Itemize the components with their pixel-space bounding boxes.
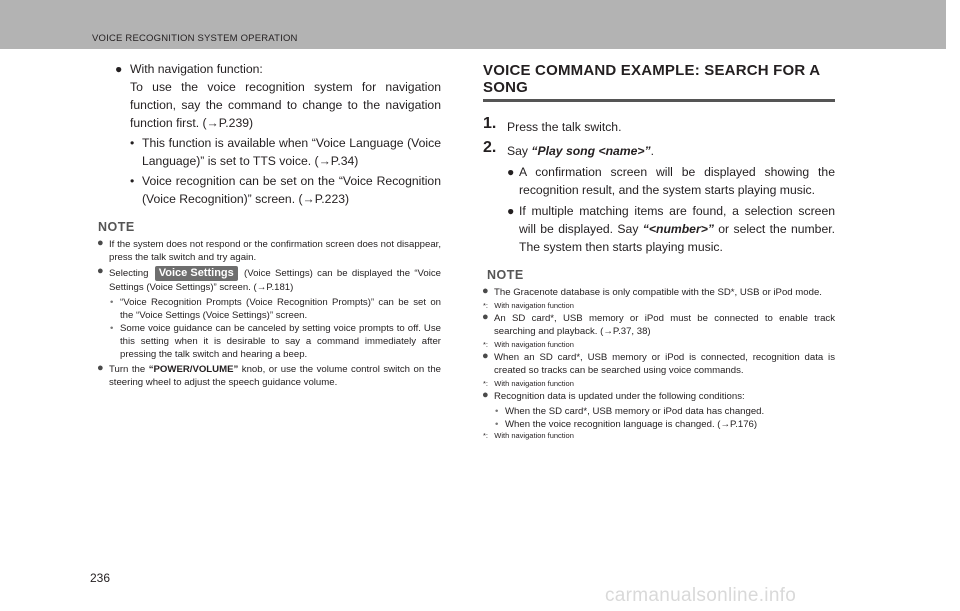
step-number: 1. — [483, 115, 497, 132]
note-sub-text: When the voice recognition language is changed. (→P.176) — [505, 419, 758, 430]
note-sub-text: When the SD card*, USB memory or iPod data has changed. — [505, 406, 765, 417]
page-header — [0, 0, 946, 49]
note-item — [98, 363, 441, 389]
note-text: Recognition data is updated under the following conditions: — [494, 391, 745, 402]
note-item — [98, 238, 441, 264]
note-sub-item — [98, 296, 441, 322]
header-title: VOICE RECOGNITION SYSTEM OPERATION — [92, 33, 298, 44]
sub-bullet-text: Voice recognition can be set on the “Voice Recognition (Voice Recognition)” screen. (→P.223) — [142, 174, 441, 206]
right-column — [483, 62, 835, 442]
left-column — [98, 60, 441, 391]
note-bullet-icon: ● — [97, 265, 104, 277]
note-sub-bullet-icon: • — [495, 419, 499, 430]
step-text-post: . — [650, 144, 655, 158]
step-bullet-text-pre: If multiple matching items are found, a selection screen will be displayed. Say — [519, 204, 835, 236]
note-sub-item — [483, 418, 835, 431]
note-item — [483, 390, 835, 403]
step-2-bullet — [483, 163, 835, 199]
voice-settings-button[interactable]: Voice Settings — [155, 266, 238, 281]
step-bullet-text: A confirmation screen will be displayed showing the recognition result, and the system starts playing music. — [519, 165, 835, 197]
note-item — [483, 351, 835, 377]
sub-bullet-icon: • — [130, 136, 135, 150]
section-title: VOICE COMMAND EXAMPLE: SEARCH FOR A SONG — [483, 62, 835, 102]
step-2 — [483, 139, 835, 160]
note-sub-text: “Voice Recognition Prompts (Voice Recognition Prompts)” can be set on the “Voice Settings (Voice Settings)” screen. — [120, 297, 441, 321]
bullet-icon: ● — [115, 62, 123, 76]
power-volume-knob-label: “POWER/VOLUME” — [148, 364, 239, 375]
page-number: 236 — [90, 571, 111, 585]
note-item — [98, 266, 441, 294]
note-sub-bullet-icon: • — [110, 297, 114, 308]
note-text-pre: Turn the — [109, 364, 146, 375]
navigation-bullet — [98, 60, 441, 132]
voice-command: “<number>” — [642, 222, 714, 236]
bullet-body: To use the voice recognition system for navigation function, say the command to change to the navigation function first. (→P.239) — [130, 80, 441, 130]
note-heading: NOTE — [98, 220, 135, 234]
note-text-pre: Selecting — [109, 268, 149, 279]
note-text: The Gracenote database is only compatible with the SD*, USB or iPod mode. — [494, 287, 822, 298]
voice-command: “Play song <name>” — [531, 144, 651, 158]
footnote: *: With navigation function — [483, 301, 574, 310]
sub-bullet-text: This function is available when “Voice Language (Voice Language)” is set to TTS voice. (→P.34) — [142, 136, 441, 168]
note-bullet-icon: ● — [482, 285, 489, 297]
footnote: *: With navigation function — [483, 340, 574, 349]
note-text-post: (Voice Settings) can be displayed the “Voice Settings (Voice Settings)” screen. (→P.181) — [109, 268, 441, 293]
watermark: carmanualsonline.info — [605, 585, 797, 606]
note-heading: NOTE — [487, 268, 524, 282]
note-sub-bullet-icon: • — [110, 323, 114, 334]
note-text: If the system does not respond or the confirmation screen does not disappear, press the talk switch and try again. — [109, 239, 441, 263]
note-bullet-icon: ● — [482, 389, 489, 401]
footnote: *: With navigation function — [483, 379, 574, 388]
note-text: When an SD card*, USB memory or iPod is connected, recognition data is created so tracks can be searched using voice commands. — [494, 352, 835, 376]
note-bullet-icon: ● — [482, 311, 489, 323]
bullet-icon: ● — [507, 204, 515, 218]
right-margin-strip — [946, 0, 960, 611]
note-item — [483, 286, 835, 299]
bullet-label: With navigation function: — [130, 62, 263, 76]
note-item — [483, 312, 835, 338]
step-text-pre: Say — [507, 144, 529, 158]
footnote: *: With navigation function — [483, 431, 574, 440]
bullet-icon: ● — [507, 165, 515, 179]
step-2-bullet — [483, 202, 835, 256]
note-sub-item — [483, 405, 835, 418]
step-1 — [483, 115, 835, 136]
note-bullet-icon: ● — [97, 362, 104, 374]
note-sub-bullet-icon: • — [495, 406, 499, 417]
sub-bullet-voice-language — [98, 134, 441, 170]
sub-bullet-icon: • — [130, 174, 135, 188]
sub-bullet-voice-recognition — [98, 172, 441, 208]
step-bullet-text-post: or select the number. The system then starts playing music. — [519, 222, 835, 254]
note-bullet-icon: ● — [97, 237, 104, 249]
note-text: An SD card*, USB memory or iPod must be connected to enable track searching and playback. (→P.37, 38) — [494, 313, 835, 337]
step-number: 2. — [483, 139, 497, 156]
note-sub-text: Some voice guidance can be canceled by setting voice prompts to off. Use this setting when it is desirable to say a command immediately after pressing the talk switch and hearing a beep. — [120, 323, 441, 360]
note-sub-item — [98, 322, 441, 361]
note-text-post: knob, or use the volume control switch on the steering wheel to adjust the speech guidance volume. — [109, 364, 442, 388]
step-text: Press the talk switch. — [507, 120, 622, 134]
note-bullet-icon: ● — [482, 350, 489, 362]
